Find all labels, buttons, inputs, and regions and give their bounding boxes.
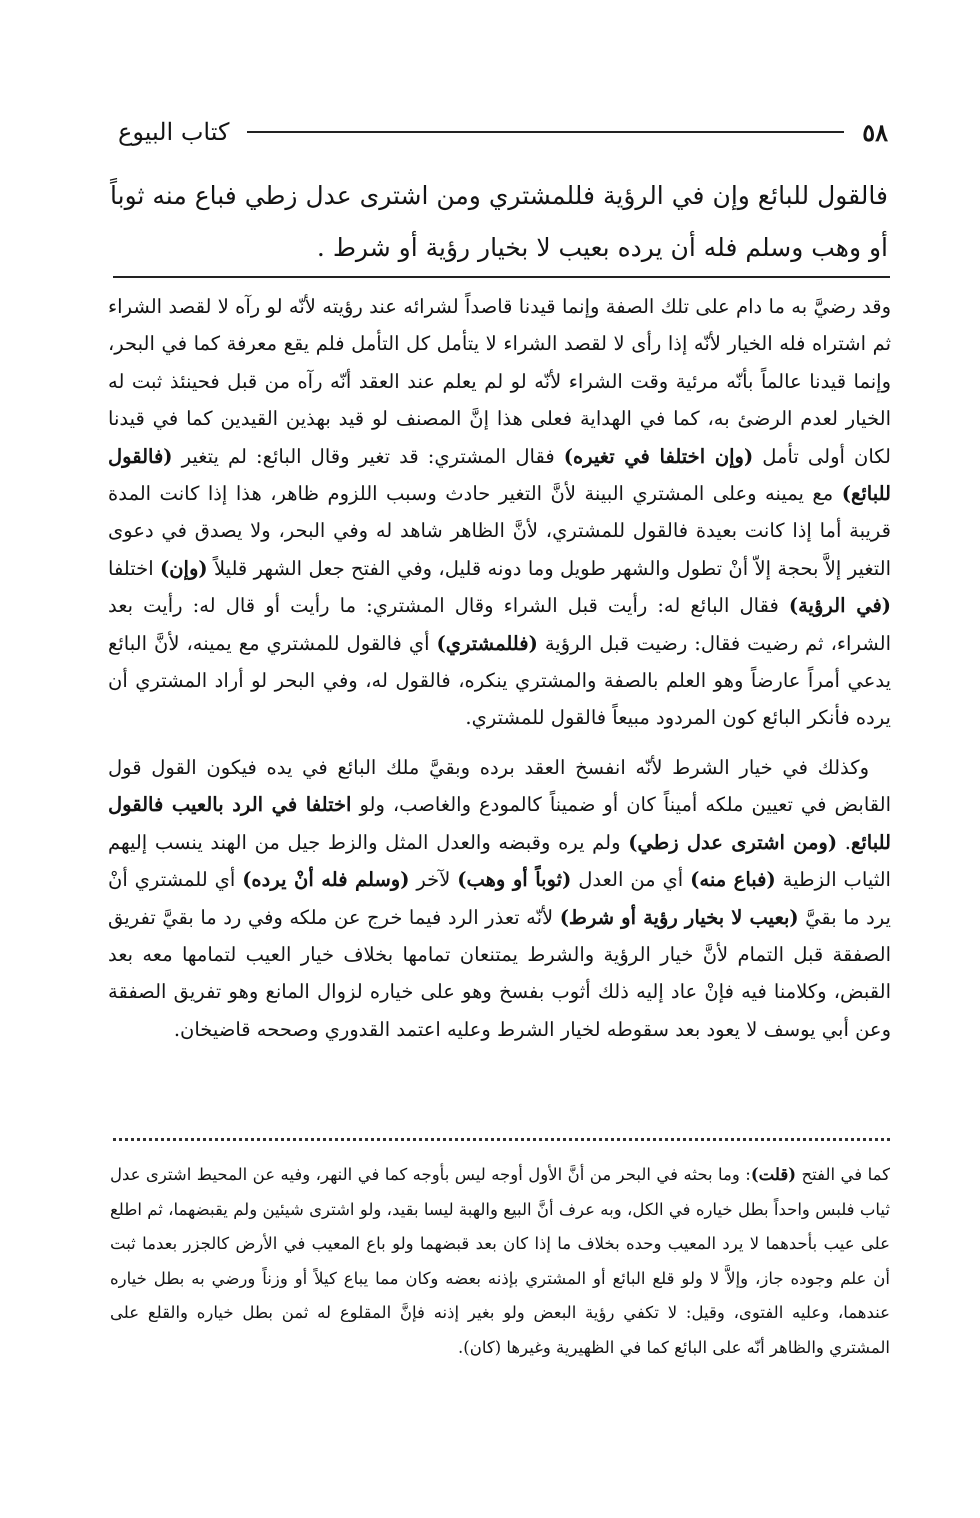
main-text — [110, 170, 888, 274]
header-rule — [247, 131, 844, 133]
chapter-title: كتاب البيوع — [118, 118, 230, 146]
commentary-paragraph-2: وكذلك في خيار الشرط لأنّه انفسخ العقد برده وبقيَّ ملك البائع في يده فيكون القول قول القابض في تعيين ملكه أميناً كان أو ضميناً كالمودع والغاصب، ولو اختلفا في الرد بالعيب فالقول للبائع. (ومن اشترى عدل زطي) ولم يره وقبضه والعدل المثل والزط جيل من الهند ينسب إليهم الثياب الزطية (فباع منه) أي من العدل (ثوباً أو وهب) لآخر (وسلم فله أنْ يرده) أي للمشتري أنْ يرد ما بقيَّ (بعيب لا بخيار رؤية أو شرط) لأنّه تعذر الرد فيما خرج عن ملكه وفي رد ما بقيَّ تفريق الصفقة قبل التمام لأنَّ خيار الرؤية والشرط يمتنعان تمامها بخلاف خيار العيب لتمامها معه بعد القبض، وكلامنا فيه فإنْ عاد إليه ذلك أثوب بفسخ وهو على خياره لزوال المانع وهو تفريق الصفقة وعن أبي يوسف لا يعود بعد سقوطه لخيار الشرط وعليه اعتمد القدوري وصححه قاضيخان. — [108, 755, 891, 1041]
commentary — [108, 288, 891, 1060]
separator-line — [113, 276, 890, 278]
margin-note-paragraph: كما في الفتح (قلت): وما بحثه في البحر من أنَّ الأول أوجه ليس بأوجه كما في النهر، وفيه عن المحيط اشترى عدل ثياب فلبس واحداً بطل خياره في الكل، وبه عرف أنَّ البيع والهبة ليسا بقيد، ولو اشترى شيئين ولم يقبضهما، ثم اطلع على عيب بأحدهما لا يرد المعيب وحده بخلاف ما إذا كان بعد قبضهما ولو باع المعيب في الأرض كالجزر بعدما ثبت أن علم وجوده جاز، وإلاَّ لا ولو قلع البائع أو المشتري بإذنه بعضه وكان مما يباع كيلاً أو وزناً ورضي به بطل خياره عندهما، وعليه الفتوى، وقيل: لا تكفي رؤية البعض ولو بغير إذنه فإنَّ المقلوع له ثمن بطل خياره والقلع على المشتري والظاهر أنّه على البائع كما في الظهيرية وغيرها (كان). — [110, 1165, 891, 1357]
page-number: ٥٨ — [862, 117, 888, 147]
main-text-paragraph: فالقول للبائع وإن في الرؤية فللمشتري ومن اشترى عدل زطي فباع منه ثوباً أو وهب وسلم فله أن يرده بعيب لا بخيار رؤية أو شرط . — [110, 181, 888, 262]
dotted-separator — [113, 1138, 890, 1141]
commentary-paragraph-1: وقد رضيَّ به ما دام على تلك الصفة وإنما قيدنا قاصداً لشرائه عند رؤيته لأنّه لو رآه لا لقصد الشراء ثم اشتراه فله الخيار لأنّه إذا رأى لا لقصد الشراء لا يتأمل كل التأمل فلم يقع معرفة كما في البحر، وإنما قيدنا عالماً بأنّه مرئية وقت الشراء لأنّه لو لم يعلم عند العقد أنّه رآه من قبل فحينئذ ثبت له الخيار لعدم الرضئ به، كما في الهداية فعلى هذا إنَّ المصنف لو قيد بهذين القيدين كما في قيدنا لكان أولى تأمل (وإن اختلفا في تغيره) فقال المشتري: قد تغير وقال البائع: لم يتغير (فالقول للبائع) مع يمينه وعلى المشتري البينة لأنَّ التغير حادث وسبب اللزوم ظاهر، هذا إذا كانت المدة قريبة أما إذا كانت بعيدة فالقول للمشتري، لأنَّ الظاهر شاهد له وفي البحر، ولا يصدق في دعوى التغير إلاَّ بحجة إلاّ أنْ تطول والشهر طويل وما دونه قليل، وفي الفتح جعل الشهر قليلاً (وإن) اختلفا (في الرؤية) فقال البائع له: رأيت قبل الشراء وقال المشتري: ما رأيت أو قال له: رأيت بعد الشراء، ثم رضيت فقال: رضيت قبل الرؤية (فللمشتري) أي فالقول للمشتري مع يمينه، لأنَّ البائع يدعي أمراً عارضاً وهو العلم بالصفة والمشتري ينكره، فالقول له، وفي البحر لو أراد المشتري أن يرده فأنكر البائع كون المردود مبيعاً فالقول للمشتري. — [108, 295, 891, 730]
margin-note — [110, 1158, 890, 1365]
running-header — [118, 112, 888, 152]
